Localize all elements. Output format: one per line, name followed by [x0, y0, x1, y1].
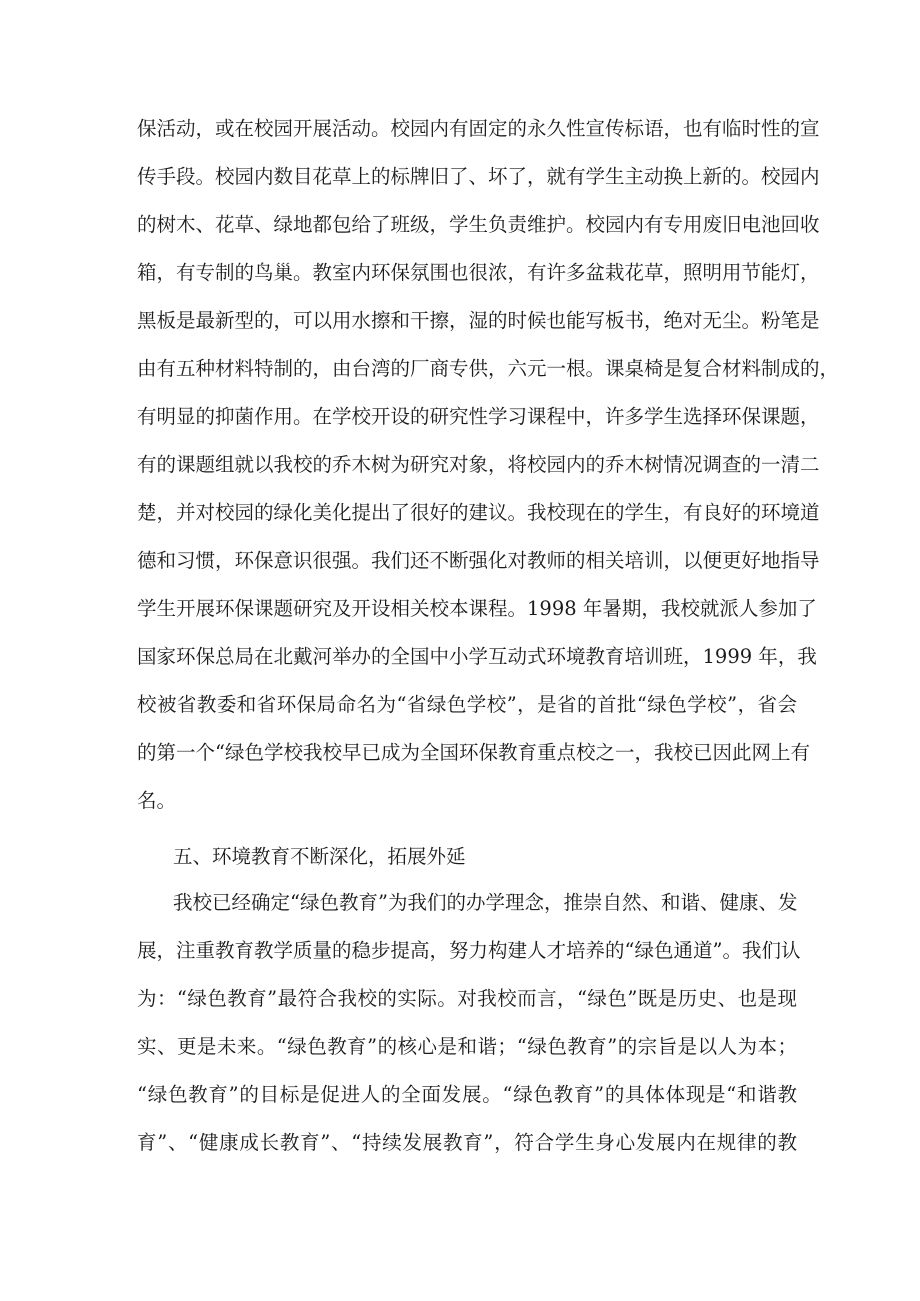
- paragraph-line: 我校已经确定“绿色教育”为我们的办学理念，推崇自然、和谐、健康、发: [173, 891, 798, 914]
- paragraph-line: 的第一个“绿色学校我校早已成为全国环保教育重点校之一，我校已因此网上有: [137, 741, 810, 764]
- paragraph-line: 实、更是未来。“绿色教育”的核心是和谐；“绿色教育”的宗旨是以人为本；: [137, 1035, 797, 1058]
- paragraph-line: “绿色教育”的目标是促进人的全面发展。“绿色教育”的具体体现是“和谐教: [137, 1083, 797, 1106]
- paragraph-line: 校被省教委和省环保局命名为“省绿色学校”，是省的首批“绿色学校”，省会: [137, 693, 797, 716]
- section-heading-block: [137, 833, 797, 881]
- paragraph-line: 有明显的抑菌作用。在学校开设的研究性学习课程中，许多学生选择环保课题，: [137, 405, 820, 428]
- paragraph-line: 黑板是最新型的，可以用水擦和干擦，湿的时候也能写板书，绝对无尘。粉笔是: [137, 309, 820, 332]
- paragraph-line: 学生开展环保课题研究及开设相关校本课程。1998 年暑期，我校就派人参加了: [137, 597, 817, 620]
- paragraph-green-education: [137, 879, 801, 1167]
- paragraph-line: 展，注重教育教学质量的稳步提高，努力构建人才培养的“绿色通道”。我们认: [137, 939, 801, 962]
- paragraph-line: 箱，有专制的鸟巢。教室内环保氛围也很浓，有许多盆栽花草，照明用节能灯，: [137, 261, 820, 284]
- paragraph-line: 名。: [137, 789, 177, 812]
- paragraph-line: 的树木、花草、绿地都包给了班级，学生负责维护。校园内有专用废旧电池回收: [137, 213, 820, 236]
- paragraph-line: 育”、“健康成长教育”、“持续发展教育”，符合学生身心发展内在规律的教: [137, 1131, 797, 1154]
- paragraph-line: 有的课题组就以我校的乔木树为研究对象，将校园内的乔木树情况调查的一清二: [137, 453, 820, 476]
- paragraph-line: 由有五种材料特制的，由台湾的厂商专供，六元一根。课桌椅是复合材料制成的，: [137, 357, 840, 380]
- paragraph-line: 保活动，或在校园开展活动。校园内有固定的永久性宣传标语，也有临时性的宣: [137, 117, 820, 140]
- paragraph-line: 为：“绿色教育”最符合我校的实际。对我校而言，“绿色”既是历史、也是现: [137, 987, 797, 1010]
- section-heading: 五、环境教育不断深化，拓展外延: [173, 845, 466, 868]
- paragraph-environmental-campus: [137, 105, 840, 825]
- paragraph-line: 楚，并对校园的绿化美化提出了很好的建议。我校现在的学生，有良好的环境道: [137, 501, 820, 524]
- paragraph-line: 传手段。校园内数目花草上的标牌旧了、坏了，就有学生主动换上新的。校园内: [137, 165, 820, 188]
- paragraph-line: 国家环保总局在北戴河举办的全国中小学互动式环境教育培训班，1999 年，我: [137, 645, 817, 668]
- paragraph-line: 德和习惯，环保意识很强。我们还不断强化对教师的相关培训，以便更好地指导: [137, 549, 820, 572]
